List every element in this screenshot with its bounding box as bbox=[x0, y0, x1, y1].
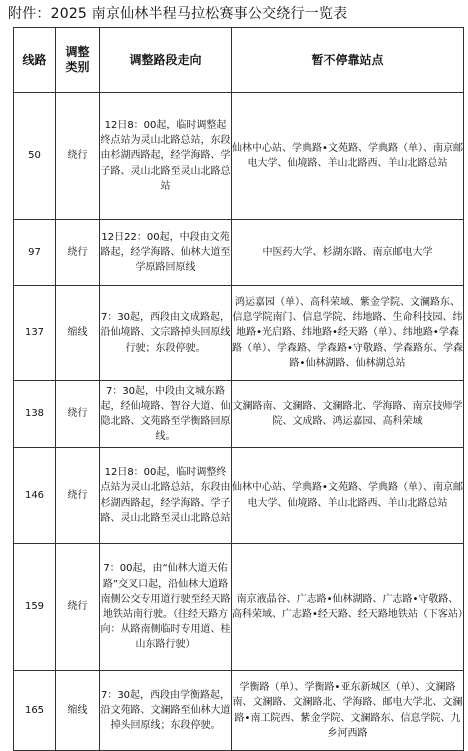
table-row bbox=[14, 381, 464, 448]
header-route: 调整路段走向 bbox=[100, 28, 232, 93]
cell-route: 7：30起，中段由文城东路起，经仙境路、智谷大道、仙隐北路、文苑路至学衡路回原线。 bbox=[100, 381, 232, 448]
table-row bbox=[14, 220, 464, 286]
table-row bbox=[14, 671, 464, 751]
cell-type: 绕行 bbox=[56, 220, 100, 286]
cell-type: 绕行 bbox=[56, 544, 100, 671]
cell-stops: 鸿运嘉园（单）、高科荣域、紫金学院、文澜路东、信息学院南门、信息学院、纬地路、生命科技园、纬地路•光启路、纬地路•经天路（单）、纬地路•学森路（单）、学森路、学森路•守敬路、学森路东、学森路•仙林湖路、仙林湖总站 bbox=[232, 286, 464, 381]
cell-stops: 文澜路南、文澜路、文澜路北、学海路、南京技师学院、文成路、鸿运嘉园、高科荣域 bbox=[232, 381, 464, 448]
cell-line: 50 bbox=[14, 93, 56, 220]
cell-stops: 南京液晶谷、广志路•仙林湖路、广志路•守敬路、高科荣域、广志路•经天路、经天路地铁站（下客站） bbox=[232, 544, 464, 671]
cell-route: 12日22：00起，中段由文苑路起，经学海路、仙林大道至学原路回原线 bbox=[100, 220, 232, 286]
cell-type: 绕行 bbox=[56, 448, 100, 544]
cell-route: 12日8：00起，临时调整起终点站为灵山北路总站，东段由杉湖西路起，经学海路、学子路、灵山北路至灵山北路总站 bbox=[100, 93, 232, 220]
cell-line: 137 bbox=[14, 286, 56, 381]
header-line: 线路 bbox=[14, 28, 56, 93]
cell-type: 绕行 bbox=[56, 381, 100, 448]
cell-route: 12日8：00起，临时调整终点站为灵山北路总站，东段由杉湖西路起，经学海路、学子路、灵山北路至灵山北路总站 bbox=[100, 448, 232, 544]
cell-line: 146 bbox=[14, 448, 56, 544]
table-row bbox=[14, 544, 464, 671]
header-adjust-type: 调整类别 bbox=[56, 28, 100, 93]
cell-route: 7：30起，西段由文成路起，沿仙境路、文宗路掉头回原线行驶；东段停驶。 bbox=[100, 286, 232, 381]
cell-stops: 仙林中心站、学典路•文苑路、学典路（单）、南京邮电大学、仙境路、羊山北路西、羊山北路总站 bbox=[232, 93, 464, 220]
header-stops: 暂不停靠站点 bbox=[232, 28, 464, 93]
cell-line: 97 bbox=[14, 220, 56, 286]
page-title: 附件：2025 南京仙林半程马拉松赛事公交绕行一览表 bbox=[8, 6, 348, 22]
cell-route: 7：00起，由“仙林大道天佑路”交叉口起，沿仙林大道路南侧公交专用道行驶至经天路地铁站南行驶。（往经天路方向：从路南侧临时专用道、桂山东路行驶） bbox=[100, 544, 232, 671]
table-row bbox=[14, 286, 464, 381]
table-row bbox=[14, 93, 464, 220]
cell-stops: 中医药大学、杉湖东路、南京邮电大学 bbox=[232, 220, 464, 286]
cell-stops: 学衡路（单）、学衡路•亚东新城区（单）、文澜路南、文澜路、文澜路北、学海路、邮电大学北、文澜路•南工院西、紫金学院、文澜路东、信息学院、九乡河西路 bbox=[232, 671, 464, 751]
cell-line: 165 bbox=[14, 671, 56, 751]
cell-type: 缩线 bbox=[56, 671, 100, 751]
bus-detour-table bbox=[13, 27, 468, 751]
cell-type: 绕行 bbox=[56, 93, 100, 220]
cell-stops: 仙林中心站、学典路•文苑路、学典路（单）、南京邮电大学、仙境路、羊山北路西、羊山北路总站 bbox=[232, 448, 464, 544]
cell-line: 159 bbox=[14, 544, 56, 671]
table-header-row bbox=[14, 28, 464, 93]
table-row bbox=[14, 448, 464, 544]
cell-line: 138 bbox=[14, 381, 56, 448]
cell-type: 缩线 bbox=[56, 286, 100, 381]
cell-route: 7：30起，西段由学衡路起，沿文苑路、文澜路至仙林大道掉头回原线；东段停驶。 bbox=[100, 671, 232, 751]
